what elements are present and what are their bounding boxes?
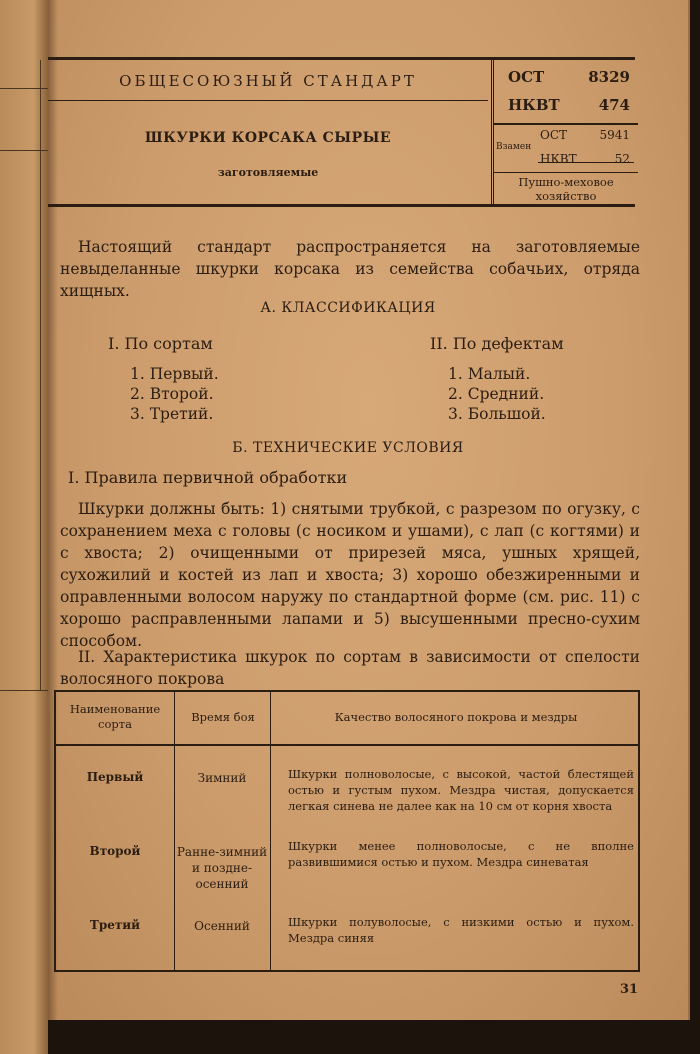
grades-heading: I. По сортам bbox=[108, 334, 213, 353]
table-row-grade: Третий bbox=[89, 918, 141, 932]
table-header-quality: Качество волосяного покрова и мездры bbox=[334, 710, 578, 724]
header-divider bbox=[48, 100, 488, 101]
table-column-divider bbox=[270, 692, 271, 970]
defect-item: 3. Большой. bbox=[448, 405, 546, 423]
processing-rules-text: Шкурки должны быть: 1) снятыми трубкой, с разрезом по огузку, с сохранением меха с головы (с носиком и ушами), с лап (с когтями) и с хвоста; 2) очищенными от прирезей мяса, ушных хрящей, сухожилий и костей из лап и хвоста; 3) хорошо обезжиренными и оправленными волосом наружу по стандартной форме (см. рис. 11) с хорошо расправленными лапами и 5) высушенными пресно-сухим способом. bbox=[60, 500, 640, 650]
code-ost bbox=[508, 68, 634, 86]
industry-branch: Пушно-меховое хозяйство bbox=[518, 175, 614, 203]
table-row-grade: Второй bbox=[89, 844, 141, 858]
section-b-heading: Б. ТЕХНИЧЕСКИЕ УСЛОВИЯ bbox=[232, 440, 464, 456]
intro-paragraph: Настоящий стандарт распространяется на заготовляемые невыделанные шкурки корсака из семейства собачьих, отряда хищных. bbox=[60, 238, 640, 300]
code-label: НКВТ bbox=[508, 96, 560, 114]
table-header-divider bbox=[56, 744, 638, 746]
prev-page-rule bbox=[40, 60, 41, 690]
table-row-season: Ранне-зимний и поздне-осенний bbox=[176, 845, 268, 891]
replacement-label: Взамен bbox=[496, 142, 532, 152]
code-number: 8329 bbox=[588, 68, 630, 86]
document-page bbox=[48, 0, 690, 1020]
prev-page-rule bbox=[0, 690, 48, 691]
code-label: НКВТ bbox=[540, 152, 577, 166]
standard-type: ОБЩЕСОЮЗНЫЙ СТАНДАРТ bbox=[119, 72, 417, 90]
table-row-quality: Шкурки менее полноволосые, с не вполне развившимися остью и пухом. Мездра синеватая bbox=[288, 839, 634, 869]
table-column-divider bbox=[174, 692, 175, 970]
prev-page-rule bbox=[0, 88, 48, 89]
document-subtitle: заготовляемые bbox=[217, 166, 319, 179]
defect-item: 2. Средний. bbox=[448, 385, 545, 403]
code-label: ОСТ bbox=[540, 128, 568, 142]
code-nkvt bbox=[508, 96, 634, 114]
code-number: 52 bbox=[614, 152, 630, 166]
previous-page-edge bbox=[0, 0, 48, 1054]
section-a-heading: А. КЛАССИФИКАЦИЯ bbox=[260, 300, 436, 316]
table-row-grade: Первый bbox=[86, 770, 144, 784]
grades-table bbox=[54, 690, 640, 972]
grade-item: 1. Первый. bbox=[130, 365, 219, 383]
branch-divider bbox=[494, 172, 638, 173]
code-label: ОСТ bbox=[508, 68, 545, 86]
code-number: 5941 bbox=[599, 128, 630, 142]
grade-characteristics-heading: II. Характеристика шкурок по сортам в зависимости от спелости волосяного покрова bbox=[60, 648, 640, 688]
grade-item: 2. Второй. bbox=[130, 385, 214, 403]
document-title: ШКУРКИ КОРСАКА СЫРЫЕ bbox=[144, 130, 392, 146]
code-divider bbox=[494, 123, 638, 125]
code-number: 474 bbox=[598, 96, 630, 114]
table-header-grade: Наименование сорта bbox=[69, 702, 161, 731]
table-row-season: Зимний bbox=[197, 771, 247, 785]
header-code-block bbox=[491, 60, 635, 204]
table-row-quality: Шкурки полноволосые, с высокой, частой блестящей остью и густым пухом. Мездра чистая, допускается легкая синева не далее как на 10 см от корня хвоста bbox=[288, 767, 634, 813]
replacement-code-nkvt bbox=[540, 152, 634, 166]
standard-header bbox=[48, 57, 635, 207]
replacement-code-ost bbox=[540, 128, 634, 142]
table-header-season: Время боя bbox=[191, 710, 255, 724]
header-title-block bbox=[48, 60, 488, 204]
grade-item: 3. Третий. bbox=[130, 405, 214, 423]
table-row-quality: Шкурки полуволосые, с низкими остью и пухом. Мездра синяя bbox=[288, 915, 634, 945]
defects-heading: II. По дефектам bbox=[430, 334, 564, 353]
page-number: 31 bbox=[620, 982, 639, 997]
defect-item: 1. Малый. bbox=[448, 365, 531, 383]
prev-page-rule bbox=[0, 150, 48, 151]
processing-rules-heading: I. Правила первичной обработки bbox=[68, 468, 348, 487]
table-row-season: Осенний bbox=[194, 919, 250, 933]
